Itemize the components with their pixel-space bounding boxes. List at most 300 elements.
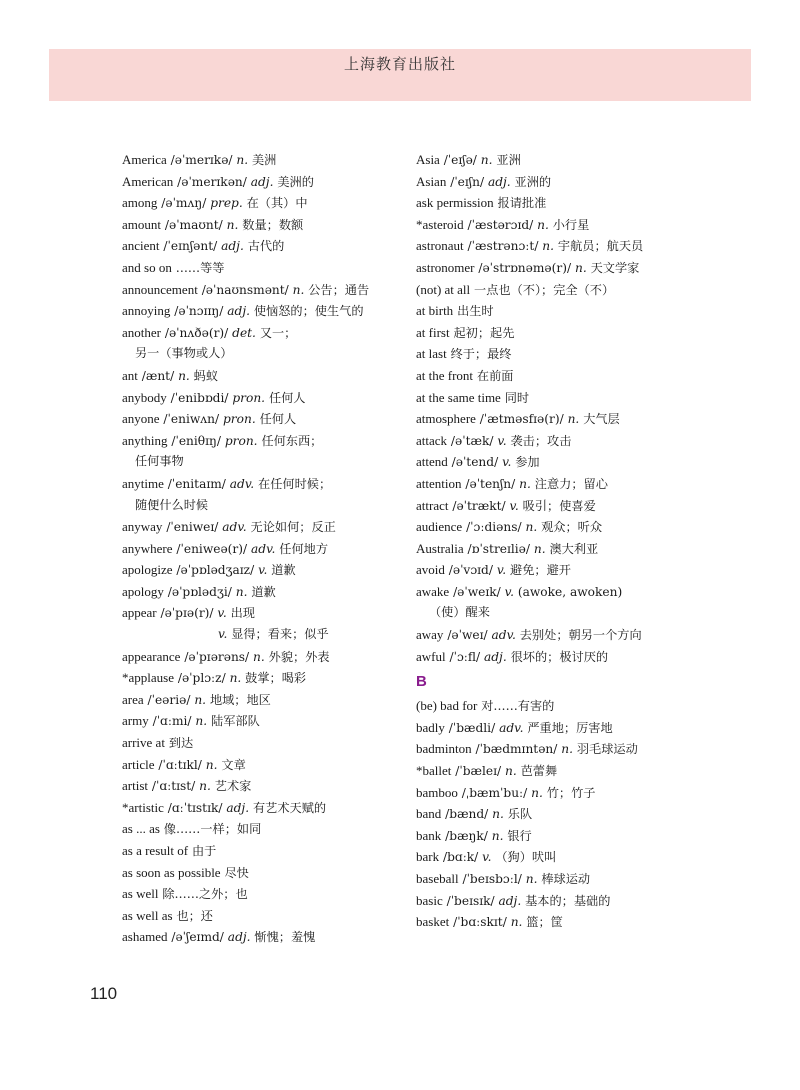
entry-definition: 起初；起先: [453, 325, 515, 340]
entry-part-of-speech: adj.: [498, 893, 522, 908]
entry-phonetic: /ˈeɪnʃənt/: [163, 239, 218, 254]
entry-word: annoying: [122, 303, 171, 319]
entry-word: at the front: [416, 367, 474, 383]
glossary-entry: [122, 365, 392, 387]
entry-word: bank: [416, 827, 442, 843]
entry-phonetic: /əˈpɒlədʒi/: [167, 584, 232, 599]
entry-definition: 乐队: [507, 807, 533, 822]
entry-definition: 澳大利亚: [549, 541, 599, 556]
entry-word: and so on: [122, 259, 172, 275]
entry-definition: 对……有害的: [481, 699, 555, 714]
entry-word: ask permission: [416, 195, 494, 211]
entry-definition: 像……一样；如同: [163, 822, 262, 837]
entry-definition: 数量；数额: [242, 217, 304, 232]
glossary-entry: [416, 214, 716, 236]
entry-phonetic: /əˈmʌŋ/: [161, 196, 207, 211]
entry-word: ancient: [122, 238, 160, 254]
entry-part-of-speech: n.: [292, 282, 305, 297]
glossary-entry: [416, 192, 716, 214]
entry-part-of-speech: adv.: [222, 520, 247, 535]
glossary-entry-continuation: 任何事物: [135, 454, 184, 469]
left-column: [122, 149, 392, 948]
glossary-entry: [122, 192, 392, 214]
entry-phonetic: /əˈpɒlədʒaɪz/: [176, 563, 255, 578]
glossary-entry: [416, 451, 716, 473]
entry-word: Asian: [416, 173, 447, 189]
entry-definition: 芭蕾舞: [520, 764, 558, 779]
glossary-entry: [416, 825, 716, 847]
entry-definition: 在（其）中: [246, 196, 308, 211]
glossary-entry: [416, 257, 716, 279]
entry-phonetic: /əˈtæk/: [450, 433, 494, 448]
glossary-entry: [122, 840, 392, 862]
entry-word: at the same time: [416, 389, 501, 405]
entry-part-of-speech: n.: [561, 742, 573, 757]
entry-part-of-speech: v.: [218, 627, 228, 642]
entry-word: announcement: [122, 281, 198, 297]
entry-part-of-speech: n.: [199, 779, 211, 794]
entry-word: anyway: [122, 519, 163, 535]
entry-part-of-speech: n.: [519, 476, 531, 491]
entry-definition: 任何地方: [279, 541, 329, 556]
glossary-entry: [416, 430, 716, 452]
entry-part-of-speech: n.: [178, 368, 190, 383]
entry-definition: (awoke, awoken): [517, 584, 623, 599]
entry-part-of-speech: adj.: [487, 174, 511, 189]
glossary-entry: [416, 149, 716, 171]
entry-phonetic: /əˈweɪ/: [447, 628, 488, 643]
glossary-entry: [122, 559, 392, 581]
entry-phonetic: /əˈtenʃn/: [465, 476, 516, 491]
entry-word: at birth: [416, 303, 454, 319]
entry-part-of-speech: adj.: [227, 304, 250, 319]
entry-phonetic: /ˈɔːdiəns/: [466, 520, 522, 535]
entry-part-of-speech: det.: [232, 325, 256, 340]
entry-word: attend: [416, 454, 448, 470]
entry-part-of-speech: n.: [504, 764, 517, 779]
entry-definition: （狗）吠叫: [495, 850, 557, 865]
entry-part-of-speech: n.: [510, 915, 523, 930]
entry-word: apology: [122, 583, 164, 599]
entry-definition: 大气层: [583, 412, 620, 427]
entry-phonetic: /ˈeɪʃn/: [450, 174, 485, 189]
entry-definition: 一点也（不）；完全（不）: [474, 282, 615, 297]
entry-definition: 文章: [221, 757, 246, 772]
entry-phonetic: /ˈæstərɔɪd/: [467, 217, 534, 232]
glossary-entry: [416, 559, 716, 581]
entry-phonetic: /ˈɑːtɪst/: [151, 779, 196, 794]
entry-word: at last: [416, 346, 447, 362]
entry-definition: 吸引；使喜爱: [522, 498, 596, 513]
glossary-entry: [122, 883, 392, 905]
entry-definition: 又一；: [259, 325, 297, 340]
entry-word: away: [416, 627, 444, 643]
glossary-entry: [416, 717, 716, 739]
entry-word: another: [122, 324, 161, 340]
entry-definition: 使恼怒的；使生气的: [253, 304, 364, 319]
entry-part-of-speech: v.: [497, 433, 507, 448]
entry-definition: 参加: [515, 455, 540, 470]
glossary-entry: [122, 602, 392, 624]
entry-phonetic: /əˈtend/: [451, 455, 499, 470]
entry-definition: 终于；最终: [450, 347, 512, 362]
entry-part-of-speech: adv.: [251, 541, 276, 556]
entry-definition: 报请批准: [497, 196, 547, 211]
right-column: [416, 149, 716, 933]
entry-word: arrive at: [122, 735, 165, 751]
entry-part-of-speech: n.: [194, 692, 207, 707]
entry-definition: 地域；地区: [209, 692, 271, 707]
entry-phonetic: /bænd/: [445, 807, 489, 822]
entry-phonetic: /əˈplɔːz/: [177, 671, 226, 686]
entry-definition: 小行星: [552, 217, 590, 232]
entry-phonetic: /ˈbædli/: [448, 720, 496, 735]
entry-phonetic: /əˈweɪk/: [453, 584, 501, 599]
entry-definition: 羽毛球运动: [576, 742, 638, 757]
glossary-entry: [122, 538, 392, 560]
entry-definition: 基本的；基础的: [525, 893, 611, 908]
glossary-entry: [416, 890, 716, 912]
glossary-entry: [416, 300, 716, 322]
entry-word: among: [122, 195, 158, 211]
entry-word: *applause: [122, 670, 174, 686]
glossary-entry: [122, 430, 392, 452]
entry-phonetic: /ˈbeɪsɪk/: [446, 893, 495, 908]
entry-phonetic: /ˈeəriə/: [147, 692, 191, 707]
entry-definition: 除……之外；也: [162, 887, 248, 902]
entry-word: (not) at all: [416, 281, 471, 297]
entry-part-of-speech: pron.: [223, 412, 256, 427]
entry-phonetic: /bæŋk/: [445, 828, 488, 843]
glossary-entry-continuation: 随便什么时候: [135, 497, 209, 512]
entry-definition: 注意力；留心: [534, 476, 608, 491]
entry-definition: 由于: [191, 844, 217, 858]
entry-word: *ballet: [416, 763, 452, 779]
entry-phonetic: /ˈeniwʌn/: [163, 412, 220, 427]
glossary-entry: [122, 797, 392, 819]
entry-part-of-speech: n.: [226, 217, 239, 232]
entry-part-of-speech: n.: [525, 520, 538, 535]
glossary-entry: [122, 646, 392, 668]
entry-definition: 避免；避开: [510, 563, 571, 578]
entry-word: basic: [416, 892, 443, 908]
entry-word: anytime: [122, 475, 164, 491]
entry-definition: ……等等: [175, 260, 225, 275]
glossary-entry: [416, 695, 716, 717]
entry-word: badminton: [416, 741, 472, 757]
entry-definition: 任何东西；: [261, 433, 323, 448]
entry-definition: 出现: [230, 606, 255, 621]
entry-part-of-speech: adv.: [499, 720, 524, 735]
entry-definition: 蚂蚁: [193, 368, 219, 383]
entry-definition: 美洲的: [277, 174, 314, 189]
entry-definition: 亚洲: [496, 153, 521, 167]
entry-phonetic: /əˈnʌðə(r)/: [164, 325, 229, 340]
entry-definition: 尽快: [224, 865, 249, 880]
entry-word: anyone: [122, 411, 160, 427]
entry-part-of-speech: pron.: [232, 390, 266, 405]
entry-phonetic: /ˈbeɪsbɔːl/: [462, 872, 522, 886]
header-band: [49, 49, 751, 101]
entry-phonetic: /əˈpɪə(r)/: [160, 606, 214, 621]
entry-phonetic: /əˈnaʊnsmənt/: [201, 282, 289, 297]
glossary-entry: [122, 171, 392, 193]
entry-word: anybody: [122, 389, 167, 405]
glossary-entry: [416, 279, 716, 301]
entry-part-of-speech: adj.: [226, 800, 250, 815]
glossary-entry: [416, 911, 716, 933]
entry-part-of-speech: adj.: [483, 649, 507, 664]
glossary-entry: [416, 495, 716, 517]
glossary-entry: [122, 473, 392, 495]
page-number: 110: [90, 984, 118, 1003]
glossary-entry: [122, 581, 392, 603]
glossary-entry-continuation: 另一（事物或人）: [135, 346, 233, 361]
entry-definition: 任何人: [259, 412, 297, 427]
entry-word: avoid: [416, 562, 445, 578]
entry-word: ashamed: [122, 929, 168, 945]
entry-definition: 惭愧；羞愧: [254, 930, 316, 945]
entry-definition: 银行: [507, 828, 532, 843]
glossary-entry: [122, 667, 392, 689]
entry-word: Asia: [416, 152, 440, 167]
entry-part-of-speech: v.: [509, 498, 519, 513]
entry-definition: 在前面: [476, 368, 514, 383]
entry-definition: 显得；看来；似乎: [231, 627, 329, 642]
glossary-entry: [416, 782, 716, 804]
entry-phonetic: /əˈmaʊnt/: [164, 217, 223, 232]
glossary-entry: [416, 322, 716, 344]
entry-phonetic: /ænt/: [141, 368, 175, 383]
entry-word: army: [122, 713, 149, 729]
entry-word: attack: [416, 432, 448, 448]
entry-word: audience: [416, 519, 463, 535]
entry-part-of-speech: v.: [258, 563, 268, 578]
entry-part-of-speech: v.: [496, 563, 507, 578]
entry-phonetic: /ˈbædmɪntən/: [475, 742, 558, 757]
glossary-entry: [122, 408, 392, 430]
entry-phonetic: /ˈæstrənɔːt/: [467, 239, 539, 254]
entry-definition: 公告；通告: [308, 282, 370, 297]
entry-definition: 严重地；厉害地: [527, 720, 613, 735]
entry-word: appear: [122, 605, 157, 621]
glossary-entry: [122, 322, 392, 344]
entry-word: ant: [122, 367, 138, 383]
entry-phonetic: /ˈɔːfl/: [449, 649, 481, 664]
entry-word: amount: [122, 216, 161, 232]
glossary-entry: [122, 149, 392, 171]
entry-phonetic: /ˈbɑːskɪt/: [453, 915, 507, 930]
publisher-name: 上海教育出版社: [343, 55, 456, 73]
entry-phonetic: /ˈeniweə(r)/: [176, 541, 248, 556]
entry-definition: 在任何时候；: [258, 476, 332, 491]
entry-word: American: [122, 173, 174, 189]
glossary-entry: [416, 760, 716, 782]
entry-definition: 有艺术天赋的: [252, 800, 327, 815]
entry-word: *asteroid: [416, 216, 464, 232]
glossary-entry: [416, 646, 716, 668]
entry-part-of-speech: v.: [217, 606, 227, 621]
entry-definition: 篮；筐: [526, 915, 563, 930]
glossary-entry: [416, 803, 716, 825]
glossary-entry: [416, 408, 716, 430]
entry-part-of-speech: n.: [235, 584, 248, 599]
entry-word: *artistic: [122, 799, 164, 815]
entry-part-of-speech: n.: [574, 260, 587, 275]
glossary-entry: [122, 905, 392, 927]
entry-phonetic: /əˈmerɪkən/: [177, 174, 247, 189]
glossary-entry: [122, 926, 392, 948]
entry-phonetic: /ˈbæleɪ/: [455, 764, 502, 779]
entry-definition: 美洲: [252, 153, 277, 167]
entry-word: anything: [122, 432, 168, 448]
entry-word: as well as: [122, 907, 173, 923]
entry-part-of-speech: n.: [533, 541, 546, 556]
entry-definition: 去别处；朝另一个方向: [519, 628, 642, 643]
entry-phonetic: /əˈvɔɪd/: [448, 563, 493, 578]
entry-definition: 宇航员；航天员: [557, 239, 644, 254]
entry-word: basket: [416, 914, 450, 930]
entry-phonetic: /ˈenibɒdi/: [170, 390, 229, 405]
entry-definition: 无论如何；反正: [250, 520, 336, 535]
glossary-entry: [416, 235, 716, 257]
entry-definition: 道歉: [251, 584, 276, 599]
glossary-entry: [122, 387, 392, 409]
glossary-entry: [416, 846, 716, 868]
entry-word: area: [122, 691, 144, 707]
entry-definition: 陆军部队: [211, 714, 260, 729]
entry-definition: 道歉: [271, 563, 296, 578]
entry-phonetic: /əˈnɔɪɪŋ/: [174, 304, 224, 319]
entry-part-of-speech: adj.: [221, 239, 244, 254]
entry-part-of-speech: n.: [537, 217, 549, 232]
glossary-entry: [122, 689, 392, 711]
entry-definition: 古代的: [247, 239, 285, 254]
entry-word: baseball: [416, 871, 459, 886]
glossary-entry: [416, 387, 716, 409]
glossary-entry: [416, 738, 716, 760]
entry-word: as a result of: [122, 843, 189, 858]
entry-definition: 天文学家: [590, 260, 640, 275]
glossary-entry: [416, 171, 716, 193]
entry-part-of-speech: n.: [492, 807, 504, 822]
entry-word: attract: [416, 497, 449, 513]
entry-definition: 出生时: [457, 304, 494, 319]
entry-definition: 很坏的；极讨厌的: [510, 649, 609, 664]
entry-definition: 亚洲的: [514, 174, 552, 189]
entry-definition: 观众；听众: [541, 520, 603, 535]
entry-phonetic: /ˈeɪʃə/: [443, 153, 477, 167]
entry-part-of-speech: pron.: [224, 433, 258, 448]
glossary-entry: [122, 624, 392, 646]
entry-definition: 袭击；攻击: [510, 433, 572, 448]
entry-word: astronomer: [416, 259, 475, 275]
entry-word: apologize: [122, 562, 173, 578]
entry-word: as ... as: [122, 821, 160, 837]
entry-word: article: [122, 756, 155, 772]
glossary-entry: [122, 235, 392, 257]
entry-definition: 到达: [168, 736, 194, 751]
entry-word: as soon as possible: [122, 864, 221, 880]
entry-part-of-speech: v.: [504, 584, 514, 599]
entry-word: bark: [416, 849, 440, 865]
entry-phonetic: /əˈtrækt/: [452, 498, 506, 513]
entry-part-of-speech: v.: [482, 850, 492, 865]
entry-phonetic: /ɒˈstreɪliə/: [467, 541, 530, 556]
entry-part-of-speech: n.: [542, 239, 555, 254]
glossary-entry: [416, 343, 716, 365]
entry-phonetic: /ˈeniweɪ/: [166, 520, 219, 535]
entry-word: awful: [416, 648, 446, 664]
entry-part-of-speech: n.: [236, 153, 249, 167]
entry-part-of-speech: n.: [531, 785, 543, 800]
entry-phonetic: /əˈmerɪkə/: [170, 153, 233, 167]
entry-part-of-speech: n.: [205, 757, 218, 772]
entry-word: at first: [416, 324, 450, 340]
entry-phonetic: /ˈɑːtɪkl/: [158, 757, 202, 772]
entry-definition: 也；还: [176, 908, 213, 923]
entry-word: anywhere: [122, 540, 173, 556]
entry-definition: 任何人: [268, 390, 306, 405]
entry-word: bamboo: [416, 784, 458, 800]
entry-phonetic: /ˈætməsfɪə(r)/: [479, 412, 564, 427]
entry-word: awake: [416, 583, 450, 599]
entry-phonetic: /əˈpɪərəns/: [184, 649, 250, 664]
entry-part-of-speech: prep.: [210, 196, 243, 211]
entry-word: artist: [122, 778, 148, 794]
glossary-entry: [122, 754, 392, 776]
entry-part-of-speech: v.: [502, 455, 512, 470]
glossary-entry: [122, 214, 392, 236]
entry-definition: 鼓掌；喝彩: [245, 671, 307, 686]
entry-part-of-speech: adv.: [229, 476, 255, 491]
entry-word: (be) bad for: [416, 698, 478, 714]
glossary-entry: [122, 775, 392, 797]
entry-word: atmosphere: [416, 411, 476, 427]
entry-definition: 艺术家: [214, 779, 252, 794]
entry-part-of-speech: n.: [253, 649, 265, 664]
entry-word: Australia: [416, 540, 464, 556]
entry-part-of-speech: n.: [195, 714, 208, 729]
entry-phonetic: /ˈenitaɪm/: [167, 476, 226, 491]
glossary-entry: [416, 473, 716, 495]
glossary-entry: [122, 818, 392, 840]
glossary-entry: [122, 862, 392, 884]
entry-word: attention: [416, 475, 462, 491]
entry-part-of-speech: n.: [229, 671, 242, 686]
entry-phonetic: /ˈeniθɪŋ/: [171, 433, 221, 448]
glossary-entry: [122, 516, 392, 538]
entry-word: appearance: [122, 648, 181, 664]
entry-word: badly: [416, 719, 445, 735]
glossary-entry: [416, 538, 716, 560]
glossary-entry: [122, 300, 392, 322]
glossary-entry: [416, 868, 716, 890]
entry-part-of-speech: n.: [491, 828, 504, 843]
entry-word: band: [416, 806, 442, 822]
entry-word: America: [122, 152, 167, 167]
glossary-entry: [416, 581, 716, 603]
entry-definition: 外貌；外表: [268, 649, 330, 664]
glossary-entry: [416, 624, 716, 646]
entry-phonetic: /ˈɑːmi/: [152, 714, 192, 729]
entry-phonetic: /əˈʃeɪmd/: [171, 930, 224, 945]
glossary-entry: [122, 279, 392, 301]
entry-part-of-speech: adj.: [250, 174, 274, 189]
glossary-entry: [122, 257, 392, 279]
entry-phonetic: /əˈstrɒnəmə(r)/: [478, 260, 572, 275]
entry-part-of-speech: adj.: [227, 930, 251, 945]
